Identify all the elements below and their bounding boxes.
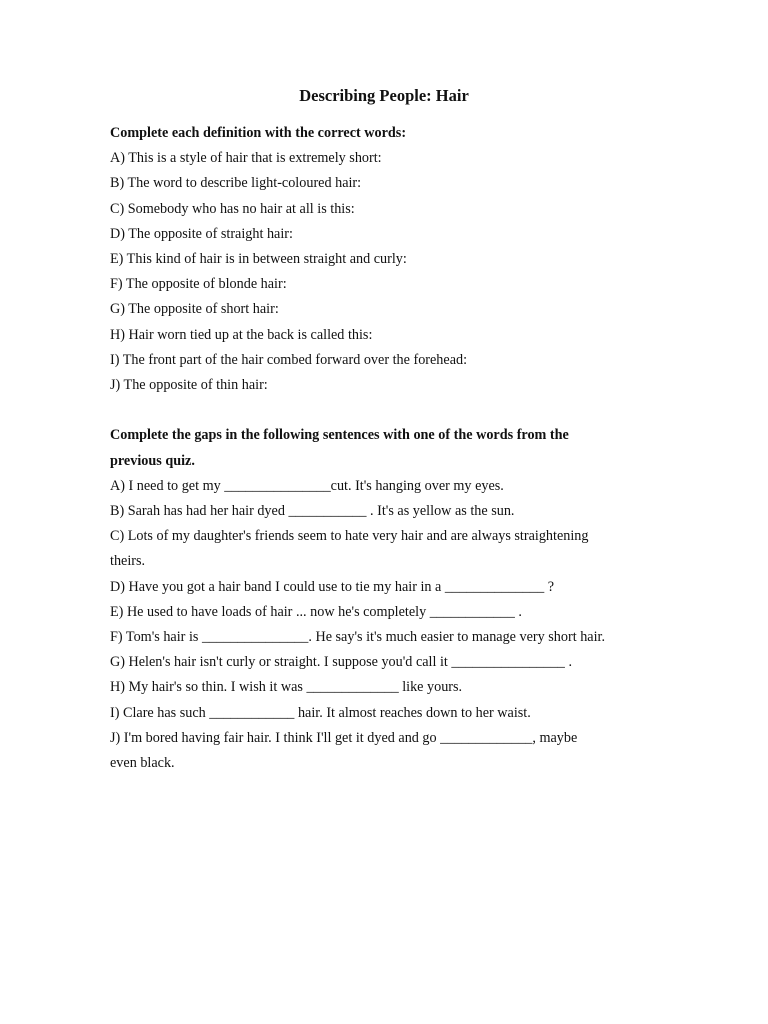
definition-item-h: H) Hair worn tied up at the back is called this: [110,326,373,343]
definition-item-d: D) The opposite of straight hair: [110,225,293,242]
gap-sentence-b: B) Sarah has had her hair dyed ___________ . It's as yellow as the sun. [110,503,515,520]
section2-heading-line2: previous quiz. [110,452,195,469]
gap-sentence-f: F) Tom's hair is _______________. He say's it's much easier to manage very short hair. [110,629,606,646]
gap-sentence-i: I) Clare has such ____________ hair. It almost reaches down to her waist. [110,704,531,721]
section-spacer [110,398,670,423]
definition-item-b: B) The word to describe light-coloured hair: [110,175,362,192]
worksheet-content [110,121,670,776]
gap-sentence-j-continued: even black. [110,755,175,772]
definition-item-g: G) The opposite of short hair: [110,301,279,318]
gap-sentence-h: H) My hair's so thin. I wish it was _____________ like yours. [110,679,463,696]
gap-sentence-j: J) I'm bored having fair hair. I think I'll get it dyed and go _____________, maybe [110,729,578,746]
gap-sentence-c: C) Lots of my daughter's friends seem to hate very hair and are always straightening [110,528,589,545]
gap-sentence-c-continued: theirs. [110,553,146,570]
gap-sentence-g: G) Helen's hair isn't curly or straight. I suppose you'd call it ________________ . [110,654,572,671]
gap-sentence-d: D) Have you got a hair band I could use to tie my hair in a ______________ ? [110,578,555,595]
section2-heading-line1: Complete the gaps in the following sentences with one of the words from the [110,427,569,444]
definition-item-i: I) The front part of the hair combed forward over the forehead: [110,351,468,368]
definition-item-c: C) Somebody who has no hair at all is this: [110,200,355,217]
page-title: Describing People: Hair [299,86,469,105]
definition-item-e: E) This kind of hair is in between straight and curly: [110,251,407,268]
definition-item-f: F) The opposite of blonde hair: [110,276,287,293]
definition-item-a: A) This is a style of hair that is extremely short: [110,150,382,167]
section1-heading: Complete each definition with the correct words: [110,125,407,141]
gap-sentence-e: E) He used to have loads of hair ... now he's completely ____________ . [110,603,522,620]
gap-sentence-a: A) I need to get my _______________cut. It's hanging over my eyes. [110,477,504,494]
definition-item-j: J) The opposite of thin hair: [110,377,268,394]
